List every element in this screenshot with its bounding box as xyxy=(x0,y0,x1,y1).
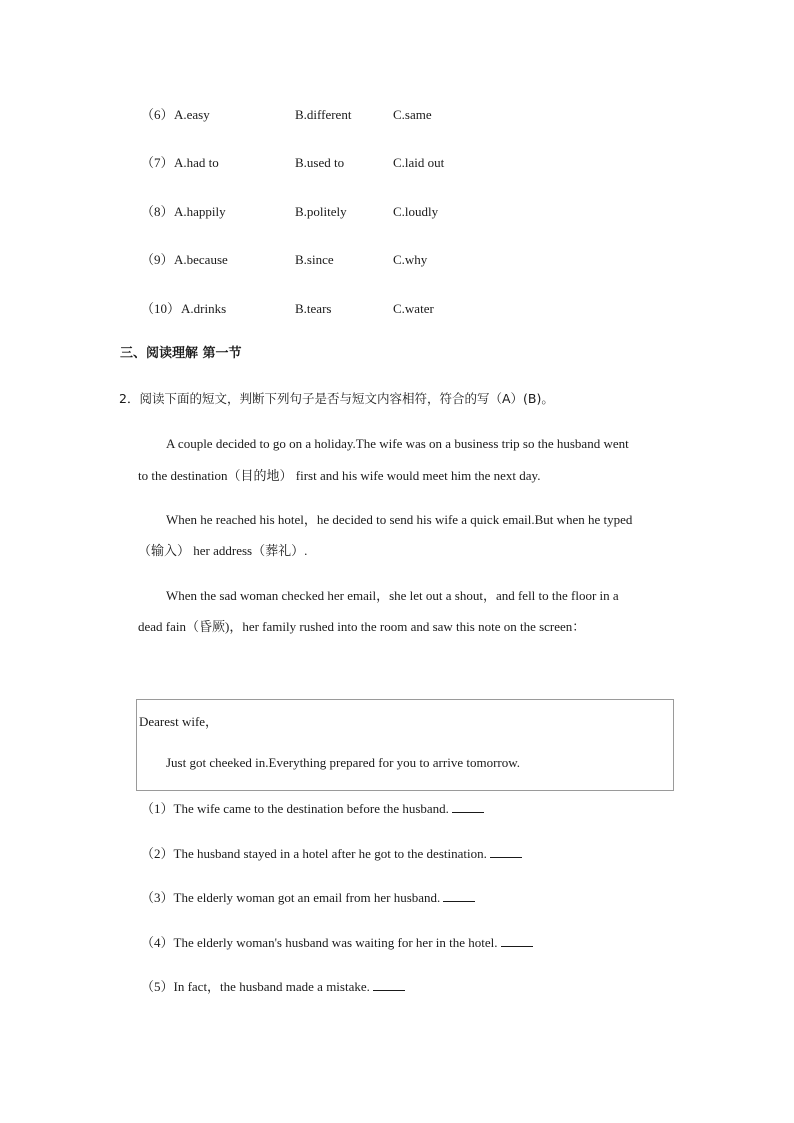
note-greeting: Dearest wife， xyxy=(139,714,219,729)
answer-blank[interactable] xyxy=(501,935,533,947)
option-row xyxy=(0,155,794,171)
option-a: A.drinks xyxy=(181,301,227,316)
option-row xyxy=(0,107,794,123)
option-a: A.had to xyxy=(174,155,219,170)
answer-blank[interactable] xyxy=(443,890,475,902)
statement-item xyxy=(141,846,522,862)
passage-line: dead fain（昏厥)，her family rushed into the room and saw this note on the screen： xyxy=(138,619,586,634)
passage-line: A couple decided to go on a holiday.The wife was on a business trip so the husband went xyxy=(166,436,629,451)
question-title: 2．阅读下面的短文，判断下列句子是否与短文内容相符，符合的写（A）(B)。 xyxy=(119,391,554,406)
option-b: B.used to xyxy=(295,155,345,170)
statement-text: （2）The husband stayed in a hotel after he got to the destination. xyxy=(141,846,487,861)
option-b: B.tears xyxy=(295,301,332,316)
option-number: （10） xyxy=(141,301,181,316)
option-a: A.easy xyxy=(174,107,210,122)
statement-item xyxy=(141,801,484,817)
option-number: （6） xyxy=(141,107,174,122)
option-c: C.why xyxy=(393,252,428,267)
option-c: C.laid out xyxy=(393,155,445,170)
statement-text: （4）The elderly woman's husband was waiting for her in the hotel. xyxy=(141,935,498,950)
option-number: （8） xyxy=(141,204,174,219)
passage-line: When the sad woman checked her email，she let out a shout，and fell to the floor in a xyxy=(166,588,619,603)
statement-text: （5）In fact，the husband made a mistake. xyxy=(141,979,370,994)
option-c: C.loudly xyxy=(393,204,439,219)
option-b: B.politely xyxy=(295,204,347,219)
passage-line: When he reached his hotel，he decided to send his wife a quick email.But when he typed xyxy=(166,512,633,527)
option-c: C.water xyxy=(393,301,434,316)
note-body: Just got cheeked in.Everything prepared for you to arrive tomorrow. xyxy=(166,755,521,770)
email-note-box xyxy=(136,699,674,791)
answer-blank[interactable] xyxy=(490,846,522,858)
statement-item xyxy=(141,979,405,995)
answer-blank[interactable] xyxy=(452,801,484,813)
statement-text: （1）The wife came to the destination before the husband. xyxy=(141,801,449,816)
passage-line: （输入） her address（葬礼）. xyxy=(138,543,308,558)
passage-line: to the destination（目的地） first and his wife would meet him the next day. xyxy=(138,468,541,483)
option-row xyxy=(0,301,794,317)
section-title: 三、阅读理解 第一节 xyxy=(120,346,242,361)
option-a: A.because xyxy=(174,252,228,267)
statement-text: （3）The elderly woman got an email from her husband. xyxy=(141,890,441,905)
statement-item xyxy=(141,935,533,951)
statement-item xyxy=(141,890,475,906)
option-b: B.since xyxy=(295,252,334,267)
option-a: A.happily xyxy=(174,204,226,219)
answer-blank[interactable] xyxy=(373,979,405,991)
option-number: （9） xyxy=(141,252,174,267)
option-c: C.same xyxy=(393,107,432,122)
option-row xyxy=(0,252,794,268)
option-b: B.different xyxy=(295,107,352,122)
option-row xyxy=(0,204,794,220)
option-number: （7） xyxy=(141,155,174,170)
